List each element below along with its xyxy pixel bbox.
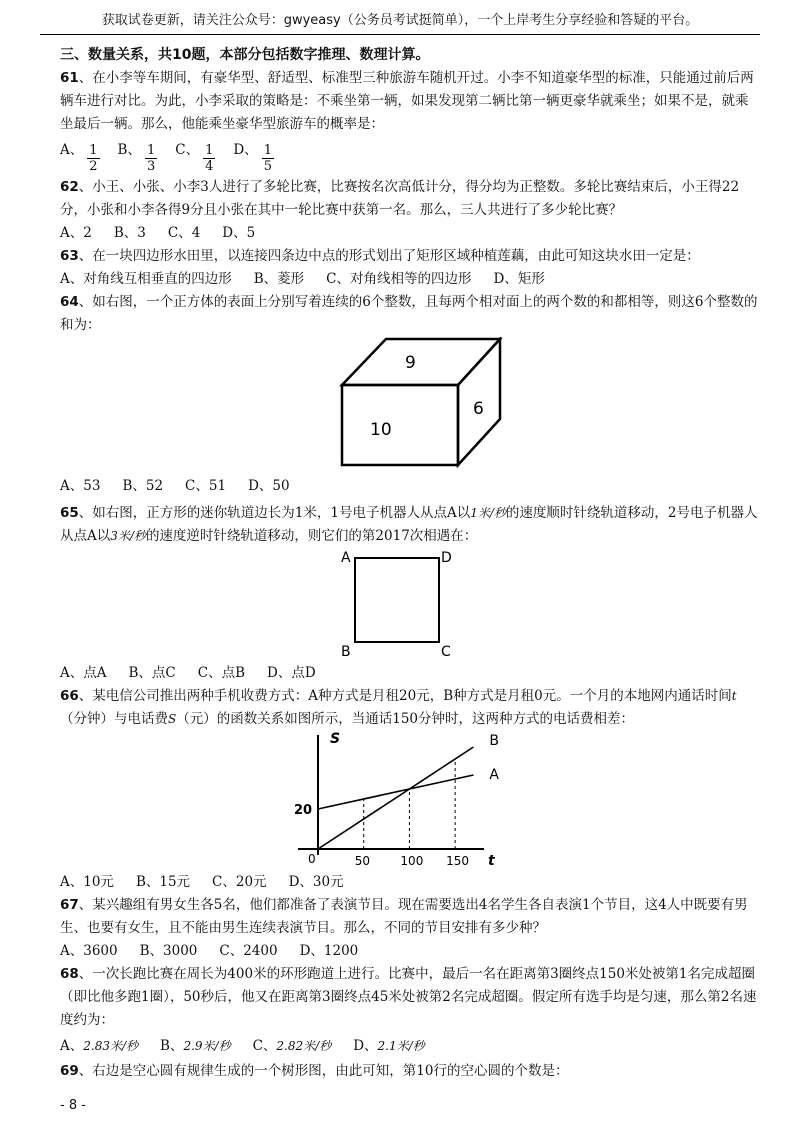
option-b: B、 $\frac{1}{3}$ — [117, 141, 156, 174]
q67-options — [60, 940, 760, 963]
option-b: B、点C — [128, 665, 176, 681]
q63-options — [60, 268, 760, 291]
vertex-c: C — [441, 644, 451, 660]
option-b: B、52 — [122, 478, 164, 494]
question-text-3: （元）的函数关系如图所示，当通话150分钟时，这两种方式的电话费相差： — [176, 711, 635, 727]
square-track — [355, 558, 439, 642]
option-d: D、2.1米/秒 — [353, 1037, 425, 1054]
series-label-a: A — [489, 767, 500, 783]
q68-options — [60, 1032, 760, 1060]
option-d: D、 $\frac{1}{5}$ — [233, 141, 272, 174]
question-65 — [60, 502, 760, 548]
question-text: 、一次长跑比赛在周长为400米的环形跑道上进行。比赛中，最后一名在距离第3圈终点150米处被第1名完成超圈（即比他多跑1圈），50秒后，他又在距离第3圈终点45米处被第2名完成超圈。假定所有选手均是匀速，那么第2名速度约为： — [60, 966, 757, 1028]
question-text: 、如右图，正方形的迷你轨道边长为1米，1号电子机器人从点A以 — [78, 505, 471, 521]
option-c: C、点B — [197, 665, 245, 681]
option-b: B、3 — [113, 225, 146, 241]
option-a: A、 $\frac{1}{2}$ — [60, 141, 98, 174]
question-text: 、某兴趣组有男女生各5名，他们都准备了表演节目。现在需要选出4名学生各自表演1个节目，这4人中既要有男生、也要有女生，且不能由男生连续表演节目。那么，不同的节目安排有多少种？ — [60, 897, 748, 936]
question-61 — [60, 67, 760, 136]
question-text: 、在小李等车期间，有豪华型、舒适型、标准型三种旅游车随机开过。小李不知道豪华型的标准，只能通过前后两辆车进行对比。为此，小李采取的策略是：不乘坐第一辆，如果发现第二辆比第一辆更豪华就乘坐；如果不是，就乘坐最后一辆。那么，他能乘坐豪华型旅游车的概率是： — [60, 70, 754, 132]
option-d: D、30元 — [288, 874, 344, 890]
question-text: 、右边是空心圆有规律生成的一个树形图，由此可知，第10行的空心圆的个数是： — [78, 1063, 569, 1079]
question-number: 69 — [60, 1063, 79, 1079]
question-number: 63 — [60, 248, 79, 264]
question-number: 67 — [60, 897, 79, 913]
x-tick-label: 150 — [446, 854, 470, 868]
option-d: D、1200 — [299, 943, 359, 959]
option-d: D、5 — [222, 225, 256, 241]
option-a: A、2.83米/秒 — [60, 1037, 139, 1054]
option-a: A、对角线互相垂直的四边形 — [60, 271, 232, 287]
question-62 — [60, 176, 760, 222]
vertex-b: B — [341, 644, 351, 660]
question-number: 62 — [60, 179, 79, 195]
question-67 — [60, 894, 760, 940]
question-number: 65 — [60, 505, 79, 521]
square-figure — [60, 548, 760, 662]
option-d: D、矩形 — [493, 271, 545, 287]
y-tick-label: 20 — [294, 803, 313, 818]
option-b: B、2.9米/秒 — [160, 1037, 231, 1054]
option-b: B、15元 — [135, 874, 191, 890]
question-64 — [60, 291, 760, 337]
option-c: C、2.82米/秒 — [252, 1037, 332, 1054]
question-number: 68 — [60, 966, 79, 982]
page-header: 获取试卷更新，请关注公众号：gwyeasy（公务员考试挺简单），一个上岸考生分享经验和答疑的平台。 — [40, 10, 760, 35]
option-c: C、51 — [185, 478, 227, 494]
question-63 — [60, 245, 760, 268]
question-content — [60, 44, 760, 1083]
vertex-a: A — [341, 550, 351, 566]
cube-figure — [60, 337, 760, 469]
q64-options — [60, 475, 760, 498]
speed-1: 1米/秒 — [470, 506, 506, 520]
x-tick-label: 0 — [308, 852, 316, 866]
cube-top-face — [342, 339, 500, 385]
y-axis-label: S — [330, 731, 341, 747]
option-a: A、53 — [60, 478, 101, 494]
question-text-2: （分钟）与电话费 — [60, 711, 168, 727]
chart-svg — [60, 731, 760, 871]
option-a: A、2 — [60, 225, 92, 241]
question-68 — [60, 963, 760, 1032]
cube-diagram — [60, 337, 760, 469]
variable-t: t — [731, 689, 737, 703]
question-text: 、小王、小张、小李3人进行了多轮比赛，比赛按名次高低计分，得分均为正整数。多轮比赛结束后，小王得22分，小张和小李各得9分且小张在其中一轮比赛中获第一名。那么，三人共进行了多少轮比赛？ — [60, 179, 740, 218]
cube-top-number: 9 — [405, 353, 416, 373]
question-text: 、某电信公司推出两种手机收费方式：A种方式是月租20元，B种方式是月租0元。一个月的本地网内通话时间 — [78, 688, 732, 704]
question-number: 61 — [60, 70, 79, 86]
x-axis-label: t — [488, 853, 495, 869]
cube-side-number: 6 — [473, 399, 484, 419]
question-66 — [60, 685, 760, 731]
option-b: B、3000 — [139, 943, 198, 959]
question-number: 64 — [60, 294, 79, 310]
series-line-b — [318, 747, 473, 849]
series-label-b: B — [489, 733, 500, 749]
cube-front-number: 10 — [370, 420, 392, 440]
option-c: C、4 — [167, 225, 201, 241]
option-b: B、菱形 — [253, 271, 305, 287]
vertex-d: D — [441, 550, 452, 566]
q65-options — [60, 662, 760, 685]
option-c: C、 $\frac{1}{4}$ — [175, 141, 214, 174]
option-a: A、10元 — [60, 874, 114, 890]
question-text-2: 的速度顺时针绕轨道移动，2号电子机器人从点A以 — [60, 505, 758, 544]
x-tick-label: 100 — [400, 854, 424, 868]
square-diagram — [60, 548, 760, 662]
q66-options — [60, 871, 760, 894]
section-title: 三、数量关系，共10题，本部分包括数字推理、数理计算。 — [60, 47, 430, 63]
option-d: D、50 — [248, 478, 290, 494]
function-chart — [60, 731, 760, 871]
option-c: C、对角线相等的四边形 — [326, 271, 472, 287]
x-tick-label: 50 — [354, 854, 370, 868]
q61-options — [60, 136, 760, 176]
option-d: D、点D — [267, 665, 316, 681]
option-a: A、点A — [60, 665, 107, 681]
series-line-a — [318, 775, 473, 809]
question-text: 、如右图，一个正方体的表面上分别写着连续的6个整数，且每两个相对面上的两个数的和都相等，则这6个整数的和为： — [60, 294, 758, 333]
question-text-3: 的速度逆时针绕轨道移动，则它们的第2017次相遇在： — [145, 528, 478, 544]
question-number: 66 — [60, 688, 79, 704]
option-a: A、3600 — [60, 943, 118, 959]
question-69 — [60, 1060, 760, 1083]
option-c: C、2400 — [219, 943, 278, 959]
option-c: C、20元 — [212, 874, 267, 890]
question-text: 、在一块四边形水田里，以连接四条边中点的形式划出了矩形区域种植莲藕，由此可知这块水田一定是： — [78, 248, 700, 264]
speed-2: 3米/秒 — [110, 529, 146, 543]
page-number: - 8 - — [60, 1098, 86, 1113]
variable-s: S — [168, 712, 177, 726]
cube-front-face — [342, 385, 458, 465]
q62-options — [60, 222, 760, 245]
